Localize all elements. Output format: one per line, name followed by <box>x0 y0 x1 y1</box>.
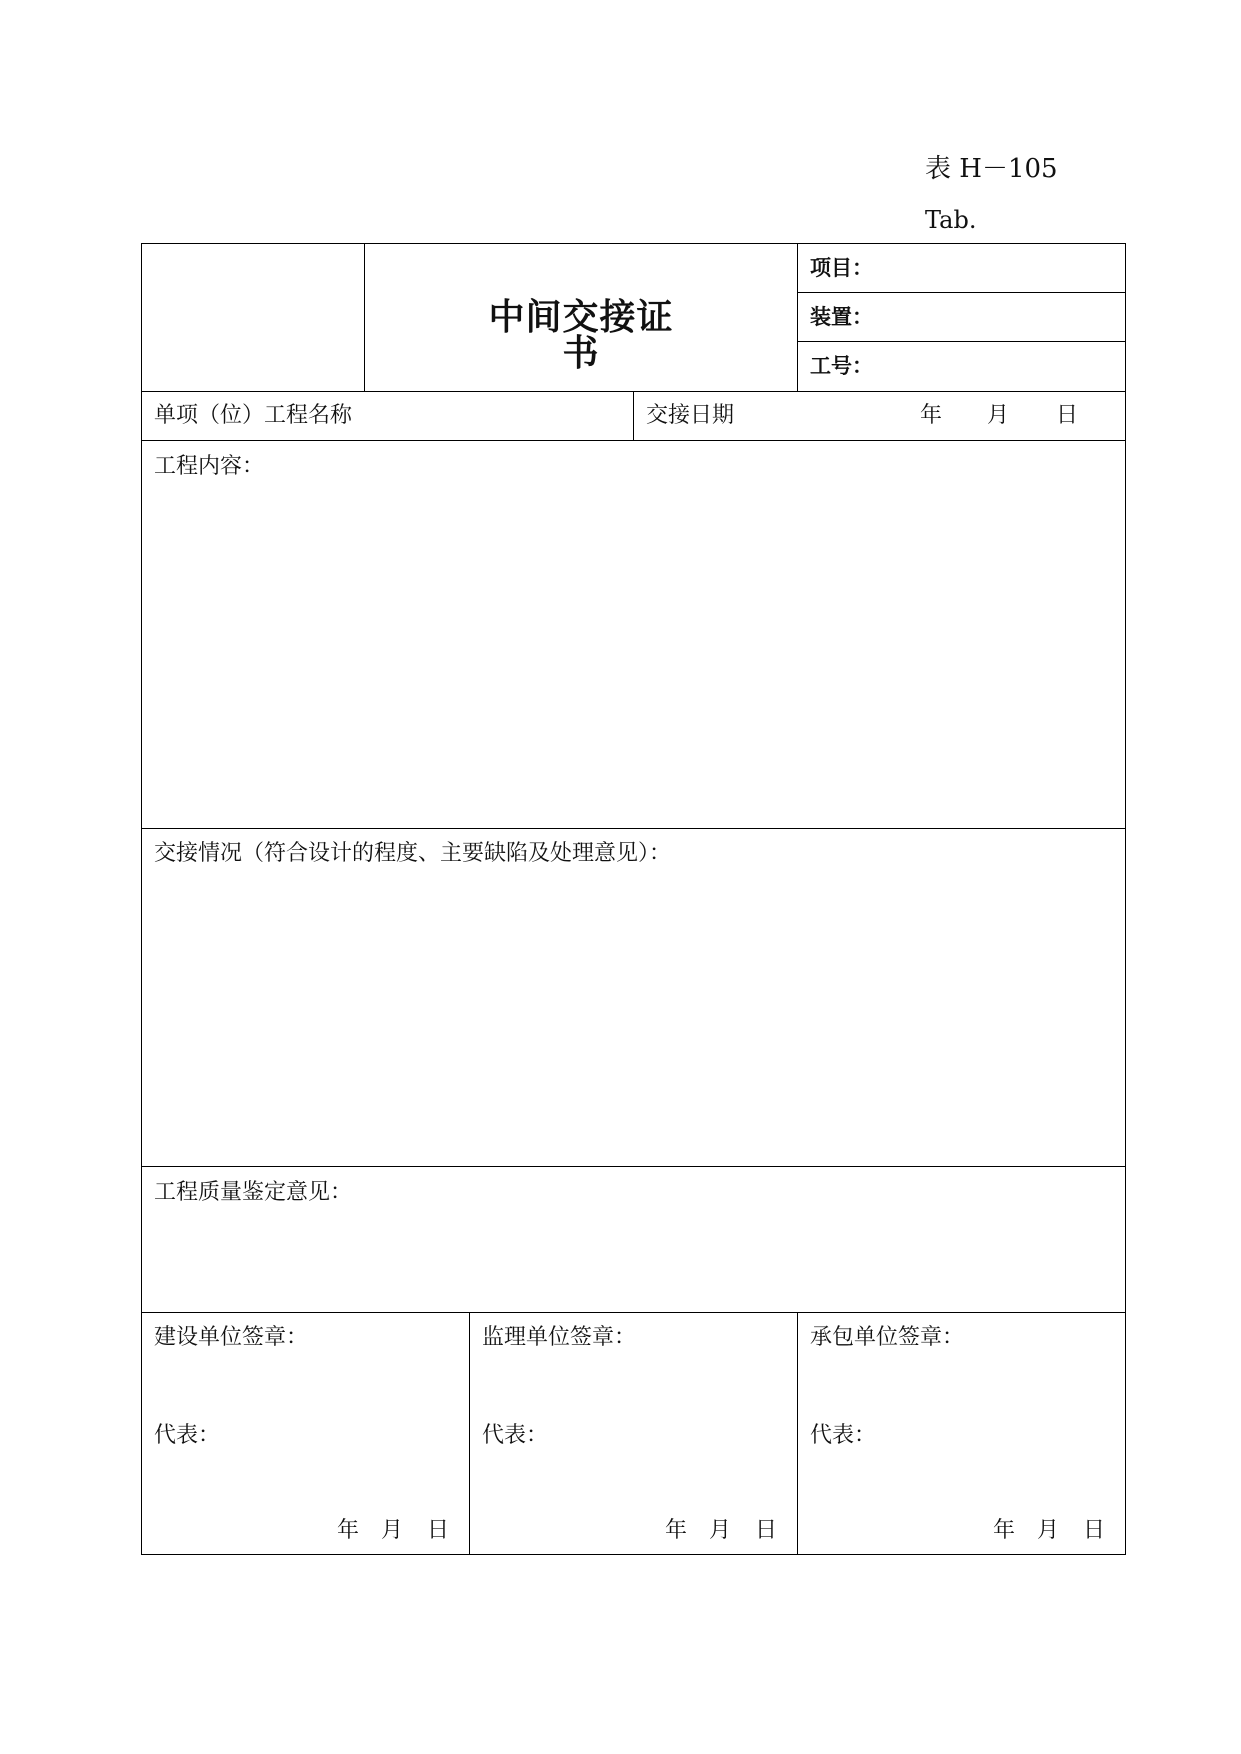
supervisor-year-label: 年 <box>665 1518 688 1543</box>
project-name-field[interactable] <box>365 393 631 439</box>
owner-signature-field[interactable] <box>143 1355 467 1505</box>
quality-assessment-field[interactable] <box>143 1210 1123 1310</box>
info-row-bottom <box>141 440 1126 441</box>
contractor-seal-label: 承包单位签章： <box>810 1325 965 1350</box>
handover-situation-field[interactable] <box>143 872 1123 1164</box>
table-border-bottom <box>141 1554 1126 1555</box>
project-name-label: 单项（位）工程名称 <box>154 403 353 428</box>
form-code: 表 H－105 <box>925 154 1058 184</box>
supervisor-signature-field[interactable] <box>471 1355 795 1505</box>
owner-year-label: 年 <box>337 1518 360 1543</box>
quality-section-bottom <box>141 1312 1126 1313</box>
logo-cell-divider <box>364 243 365 391</box>
contractor-month-label: 月 <box>1037 1518 1060 1543</box>
handover-date-field[interactable] <box>745 393 1123 439</box>
date-day-label: 日 <box>1056 403 1079 428</box>
owner-month-label: 月 <box>381 1518 404 1543</box>
contractor-signature-field[interactable] <box>799 1355 1123 1505</box>
quality-assessment-label: 工程质量鉴定意见： <box>154 1180 353 1205</box>
handover-date-label: 交接日期 <box>646 403 735 428</box>
tab-label: Tab. <box>925 206 977 234</box>
supervisor-day-label: 日 <box>755 1518 778 1543</box>
contractor-year-label: 年 <box>993 1518 1016 1543</box>
project-label: 项目： <box>810 256 873 280</box>
content-section-bottom <box>141 828 1126 829</box>
signature-divider-1 <box>469 1312 470 1554</box>
project-content-field[interactable] <box>143 485 1123 825</box>
document-title: 中间交接证书 <box>488 297 674 374</box>
contractor-day-label: 日 <box>1083 1518 1106 1543</box>
supervisor-seal-label: 监理单位签章： <box>482 1325 637 1350</box>
info-row-divider <box>633 391 634 440</box>
signature-divider-2 <box>797 1312 798 1554</box>
supervisor-rep-label: 代表： <box>482 1423 549 1448</box>
contractor-rep-label: 代表： <box>810 1423 877 1448</box>
meta-divider-1 <box>797 292 1126 293</box>
unit-label: 装置： <box>810 305 873 329</box>
date-year-label: 年 <box>920 403 943 428</box>
supervisor-month-label: 月 <box>709 1518 732 1543</box>
job-no-field[interactable] <box>880 343 1124 389</box>
owner-seal-label: 建设单位签章： <box>154 1325 309 1350</box>
date-month-label: 月 <box>987 403 1010 428</box>
job-no-label: 工号： <box>810 354 873 378</box>
handover-section-bottom <box>141 1166 1126 1167</box>
unit-field[interactable] <box>880 294 1124 340</box>
handover-situation-label: 交接情况（符合设计的程度、主要缺陷及处理意见）： <box>154 841 672 866</box>
owner-rep-label: 代表： <box>154 1423 221 1448</box>
logo-cell <box>142 244 364 391</box>
project-field[interactable] <box>880 245 1124 291</box>
title-cell-divider <box>797 243 798 391</box>
owner-day-label: 日 <box>427 1518 450 1543</box>
project-content-label: 工程内容： <box>154 454 265 479</box>
meta-divider-2 <box>797 341 1126 342</box>
